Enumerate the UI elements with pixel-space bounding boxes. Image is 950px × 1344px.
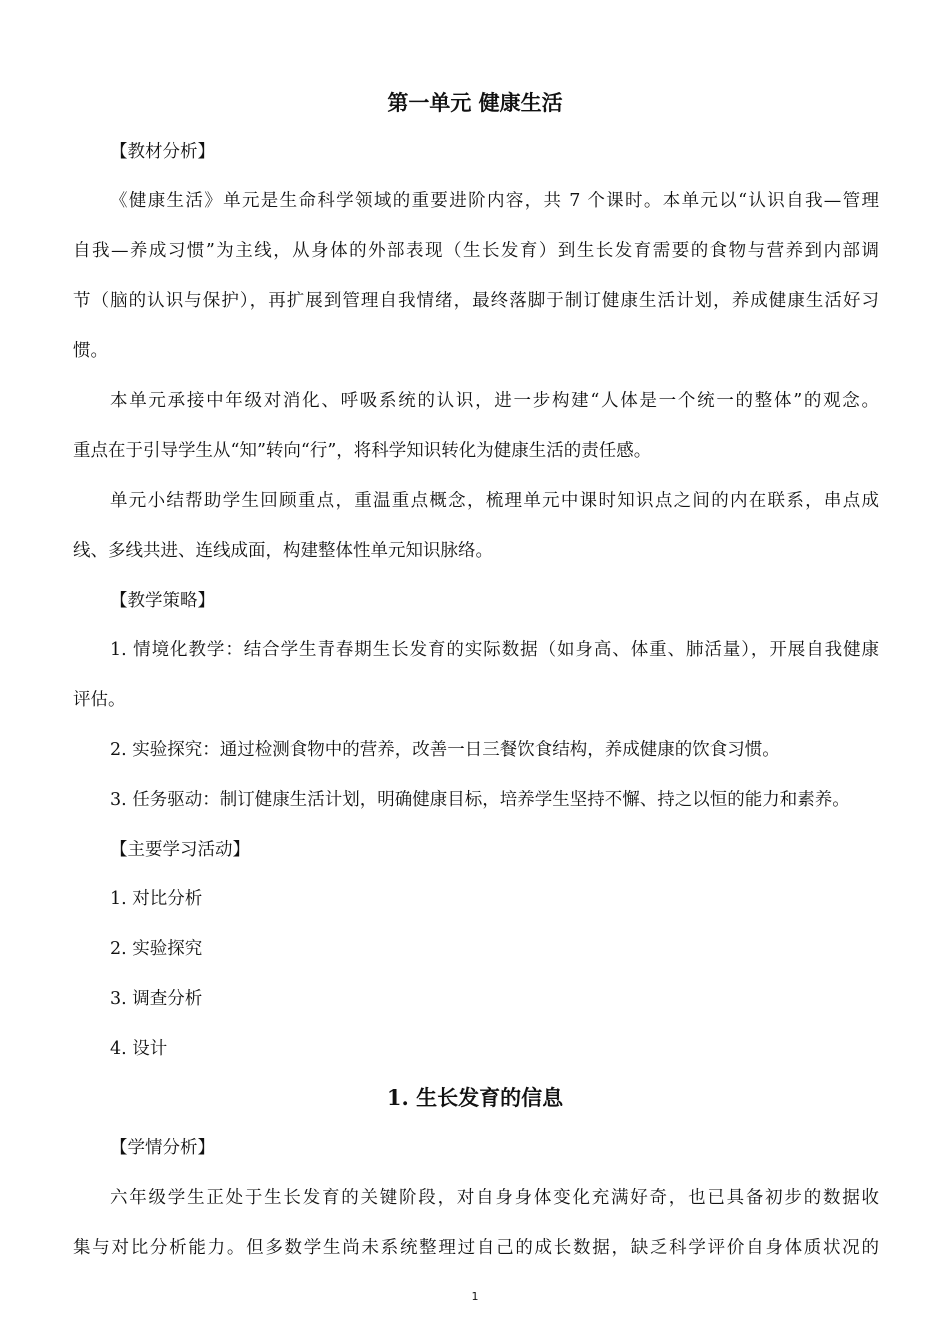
paragraph-line: 集与对比分析能力。但多数学生尚未系统整理过自己的成长数据，缺乏科学评价自身体质状况的 [73, 1238, 879, 1258]
paragraph-line: 惯。 [73, 341, 108, 361]
section-heading-textbook-analysis: 【教材分析】 [110, 142, 215, 162]
paragraph-line: 节（脑的认识与保护），再扩展到管理自我情绪，最终落脚于制订健康生活计划，养成健康生活好习 [73, 291, 879, 311]
activity-item: 2. 实验探究 [110, 939, 203, 959]
page-number: 1 [471, 1290, 479, 1303]
paragraph-line: 线、多线共进、连线成面，构建整体性单元知识脉络。 [73, 541, 493, 561]
strategy-item: 3. 任务驱动：制订健康生活计划，明确健康目标，培养学生坚持不懈、持之以恒的能力和素养。 [110, 790, 850, 810]
strategy-item: 2. 实验探究：通过检测食物中的营养，改善一日三餐饮食结构，养成健康的饮食习惯。 [110, 740, 780, 760]
paragraph-line: 自我—养成习惯”为主线，从身体的外部表现（生长发育）到生长发育需要的食物与营养到内部调 [73, 241, 879, 261]
paragraph-line: 单元小结帮助学生回顾重点，重温重点概念，梳理单元中课时知识点之间的内在联系，串点成 [110, 491, 879, 511]
activity-item: 4. 设计 [110, 1039, 168, 1059]
section-heading-teaching-strategy: 【教学策略】 [110, 591, 215, 611]
strategy-item-continued: 评估。 [73, 690, 126, 710]
section-heading-student-analysis: 【学情分析】 [110, 1138, 215, 1158]
activity-item: 3. 调查分析 [110, 989, 203, 1009]
activity-item: 1. 对比分析 [110, 889, 203, 909]
section-heading-main-activities: 【主要学习活动】 [110, 840, 250, 860]
strategy-item: 1. 情境化教学：结合学生青春期生长发育的实际数据（如身高、体重、肺活量），开展自我健康 [110, 640, 879, 660]
unit-title: 第一单元 健康生活 [387, 90, 563, 115]
paragraph-line: 六年级学生正处于生长发育的关键阶段，对自身身体变化充满好奇，也已具备初步的数据收 [110, 1188, 879, 1208]
paragraph-line: 《健康生活》单元是生命科学领域的重要进阶内容，共 7 个课时。本单元以“认识自我—管理 [110, 191, 879, 211]
paragraph-line: 本单元承接中年级对消化、呼吸系统的认识，进一步构建“人体是一个统一的整体”的观念。 [110, 391, 879, 411]
paragraph-line: 重点在于引导学生从“知”转向“行”，将科学知识转化为健康生活的责任感。 [73, 441, 652, 461]
lesson-title: 1. 生长发育的信息 [386, 1085, 564, 1110]
